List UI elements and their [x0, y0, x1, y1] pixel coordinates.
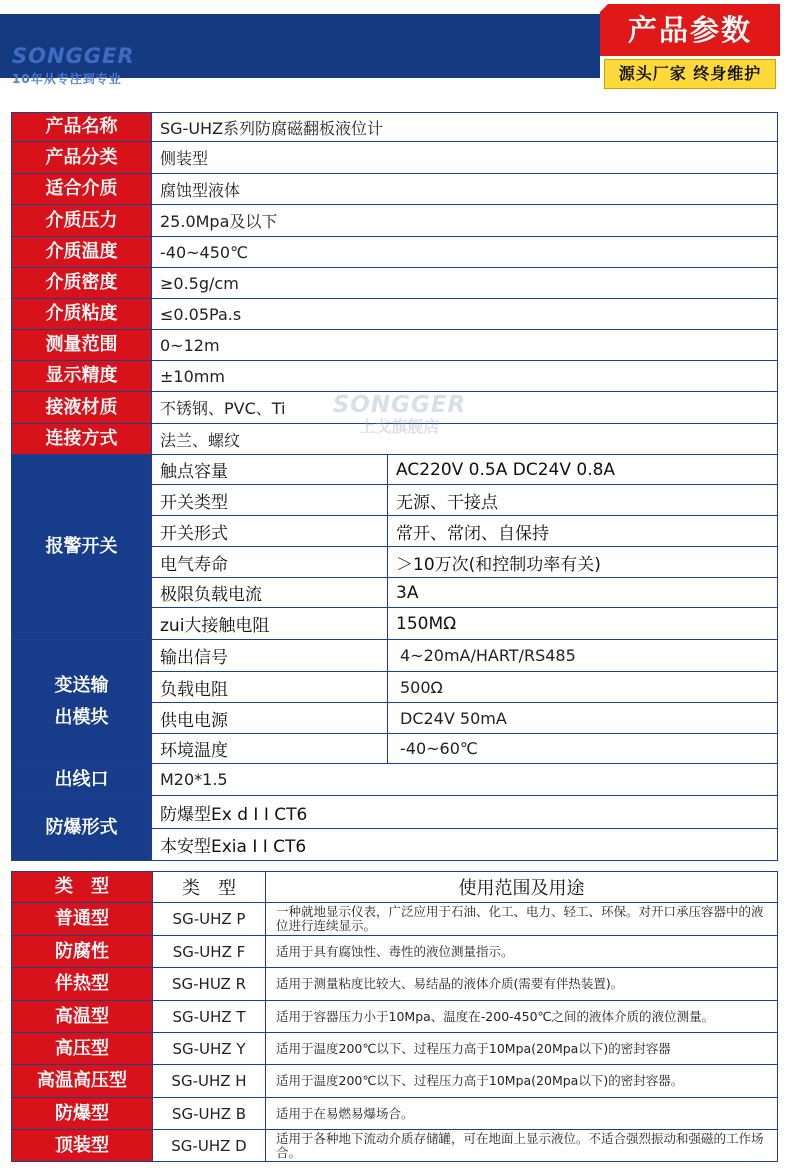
- alarm-key: 触点容量: [151, 454, 388, 485]
- alarm-key: 开关类型: [151, 484, 388, 516]
- transmitter-key: 环境温度: [151, 733, 388, 764]
- brand-logo: SONGGER: [12, 44, 135, 68]
- type-code: SG-UHZ P: [152, 902, 266, 936]
- type-code: SG-UHZ F: [152, 935, 266, 968]
- spec-table: [11, 112, 778, 869]
- type-code: SG-UHZ B: [152, 1097, 266, 1130]
- transmitter-label-line2: 出模块: [54, 706, 109, 728]
- spec-label: 显示精度: [11, 360, 152, 392]
- explosion-label: 防爆形式: [11, 795, 152, 861]
- type-code: SG-UHZ H: [152, 1064, 266, 1098]
- type-label: 防爆型: [11, 1097, 153, 1130]
- outlet-value: M20*1.5: [151, 763, 778, 796]
- transmitter-label: [11, 639, 152, 764]
- type-table: [11, 871, 778, 1161]
- alarm-value: 3A: [387, 577, 778, 608]
- type-code: SG-UHZ T: [152, 1000, 266, 1033]
- type-desc: 适用于容器压力小于10Mpa、温度在-200-450℃之间的液体介质的液位测量。: [265, 1000, 778, 1033]
- transmitter-value: -40~60℃: [387, 733, 778, 764]
- alarm-value: 常开、常闭、自保持: [387, 515, 778, 547]
- type-desc: 适用于温度200℃以下、过程压力高于10Mpa(20Mpa以下)的密封容器。: [265, 1064, 778, 1098]
- type-label: 高温型: [11, 1000, 153, 1033]
- transmitter-value: 4~20mA/HART/RS485: [387, 639, 778, 672]
- spec-label: 介质压力: [11, 204, 152, 237]
- type-label: 顶装型: [11, 1129, 153, 1162]
- watermark-store: 上戈旗舰店: [359, 417, 440, 436]
- type-label: 高温高压型: [11, 1064, 153, 1098]
- brand-slogan: 10年从专注到专业: [12, 72, 122, 86]
- spec-value: 不锈钢、PVC、Ti: [151, 391, 778, 424]
- type-header-label: 类 型: [11, 871, 153, 903]
- section-badge: [600, 4, 780, 90]
- spec-value: ≥0.5g/cm: [151, 267, 778, 299]
- spec-value: 法兰、螺纹: [151, 423, 778, 455]
- spec-label: 适合介质: [11, 173, 152, 205]
- spec-value: ±10mm: [151, 360, 778, 392]
- alarm-value: AC220V 0.5A DC24V 0.8A: [387, 454, 778, 485]
- brand-bar: [0, 14, 600, 86]
- type-desc: 适用于在易燃易爆场合。: [265, 1097, 778, 1130]
- transmitter-key: 供电电源: [151, 702, 388, 734]
- type-label: 伴热型: [11, 967, 153, 1001]
- spec-label: 产品分类: [11, 141, 152, 174]
- alarm-value: ＞10万次(和控制功率有关): [387, 546, 778, 578]
- alarm-key: 开关形式: [151, 515, 388, 547]
- transmitter-label-line1: 变送输: [54, 674, 109, 696]
- watermark-logo: SONGGER: [332, 392, 467, 418]
- outlet-label: 出线口: [11, 763, 152, 796]
- spec-label: 产品名称: [11, 112, 152, 142]
- explosion-value: 防爆型Ex d I I CT6: [151, 795, 778, 829]
- type-desc: 适用于温度200℃以下、过程压力高于10Mpa(20Mpa以下)的密封容器: [265, 1032, 778, 1065]
- transmitter-value: 500Ω: [387, 671, 778, 703]
- type-header-code: 类 型: [152, 871, 266, 903]
- page-header: [0, 0, 790, 92]
- alarm-value: 150MΩ: [387, 607, 778, 640]
- badge-title: 产品参数: [627, 13, 752, 47]
- spec-value: -40~450℃: [151, 236, 778, 268]
- spec-value: 侧装型: [151, 141, 778, 174]
- spec-value: 25.0Mpa及以下: [151, 204, 778, 237]
- type-header-desc: 使用范围及用途: [265, 871, 778, 903]
- spec-label: 介质温度: [11, 236, 152, 268]
- transmitter-key: 负载电阻: [151, 671, 388, 703]
- alarm-value: 无源、干接点: [387, 484, 778, 516]
- transmitter-key: 输出信号: [151, 639, 388, 672]
- spec-value: 腐蚀型液体: [151, 173, 778, 205]
- type-desc: 适用于各种地下流动介质存储罐，可在地面上显示液位。不适合强烈振动和强磁的工作场合。: [265, 1129, 778, 1162]
- type-code: SG-UHZ D: [152, 1129, 266, 1162]
- type-desc: 一种就地显示仪表，广泛应用于石油、化工、电力、轻工、环保。对开口承压容器中的液位进行连续显示。: [265, 902, 778, 936]
- spec-label: 介质密度: [11, 267, 152, 299]
- explosion-value: 本安型Exia I I CT6: [151, 828, 778, 861]
- alarm-key: 电气寿命: [151, 546, 388, 578]
- type-desc: 适用于具有腐蚀性、毒性的液位测量指示。: [265, 935, 778, 968]
- spec-value: ≤0.05Pa.s: [151, 298, 778, 330]
- spec-value: 0~12m: [151, 329, 778, 361]
- transmitter-value: DC24V 50mA: [387, 702, 778, 734]
- type-code: SG-HUZ R: [152, 967, 266, 1001]
- type-label: 高压型: [11, 1032, 153, 1065]
- type-label: 防腐性: [11, 935, 153, 968]
- type-code: SG-UHZ Y: [152, 1032, 266, 1065]
- type-label: 普通型: [11, 902, 153, 936]
- type-desc: 适用于测量粘度比较大、易结晶的液体介质(需要有伴热装置)。: [265, 967, 778, 1001]
- alarm-key: 极限负载电流: [151, 577, 388, 608]
- spec-label: 测量范围: [11, 329, 152, 361]
- spec-label: 接液材质: [11, 391, 152, 424]
- spec-label: 介质粘度: [11, 298, 152, 330]
- alarm-label: 报警开关: [11, 454, 152, 640]
- badge-subtitle: 源头厂家 终身维护: [618, 64, 762, 83]
- alarm-key: zui大接触电阻: [151, 607, 388, 640]
- spec-label: 连接方式: [11, 423, 152, 455]
- spec-value: SG-UHZ系列防腐磁翻板液位计: [151, 112, 778, 142]
